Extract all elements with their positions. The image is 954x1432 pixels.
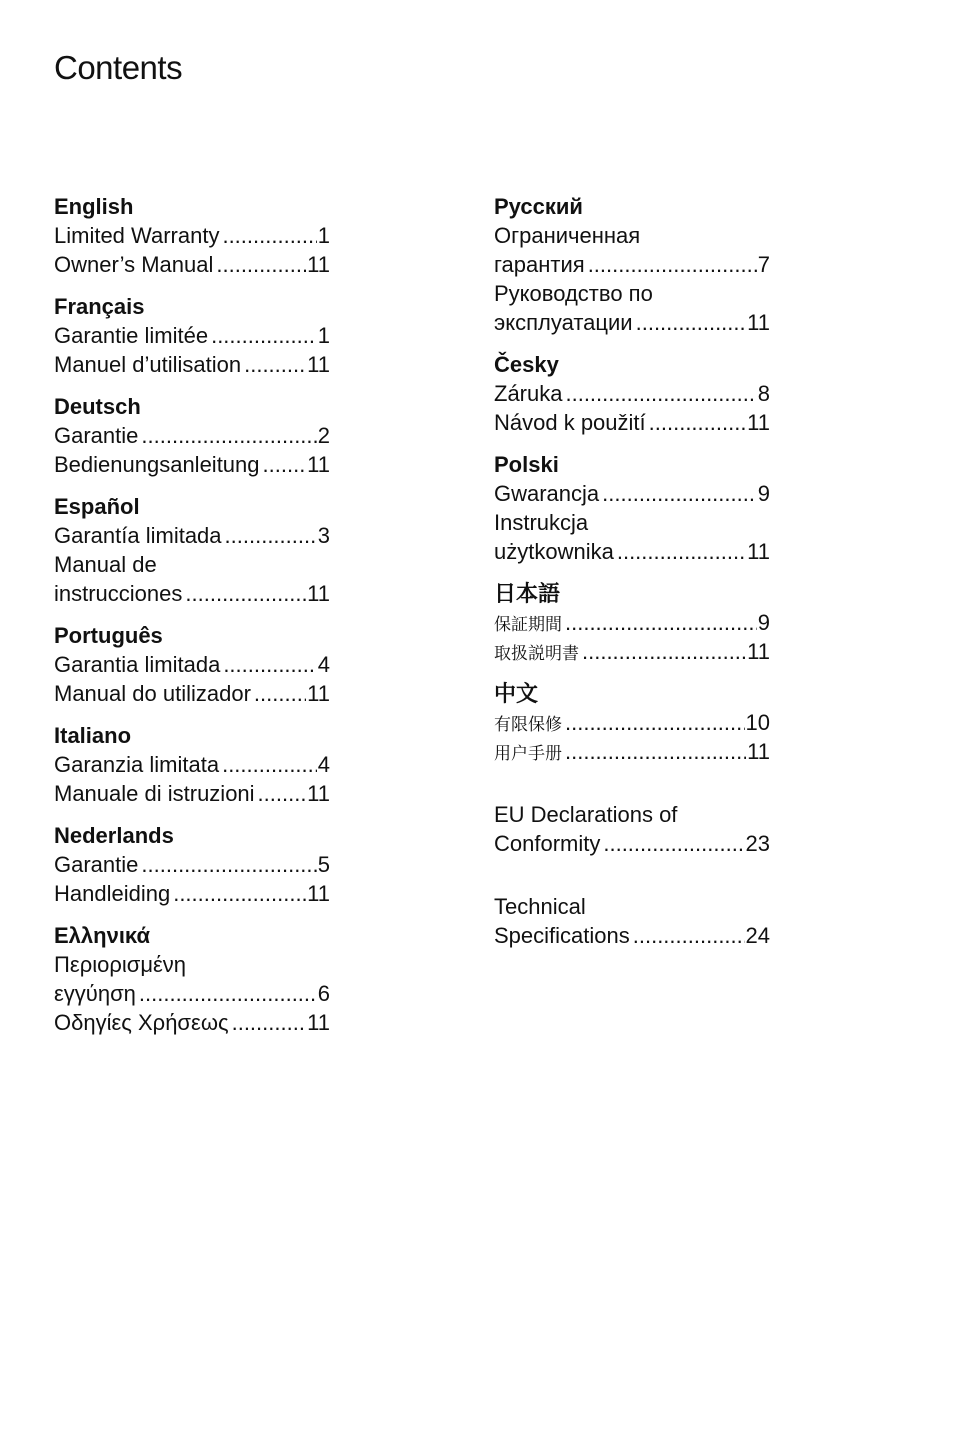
entry-label: гарантия: [494, 252, 585, 277]
toc-entry[interactable]: [54, 879, 330, 908]
page-number: 11: [307, 581, 330, 606]
toc-entry[interactable]: [494, 479, 770, 508]
section-heading: Português: [54, 623, 163, 648]
dot-leader: [603, 829, 744, 858]
toc-section: [494, 450, 770, 566]
entry-label: Garanzia limitata: [54, 752, 220, 777]
toc-entry[interactable]: [54, 679, 330, 708]
dot-leader: [141, 850, 316, 879]
toc-section: [494, 679, 770, 766]
toc-section: [54, 921, 330, 1037]
toc-entry[interactable]: [494, 737, 770, 766]
dot-leader: [223, 650, 316, 679]
entry-label: Manuel d’utilisation: [54, 352, 242, 377]
page-title: Contents: [54, 49, 183, 86]
dot-leader: [216, 250, 306, 279]
dot-leader: [141, 421, 316, 450]
entry-label: Specifications: [494, 923, 630, 948]
entry-label: Návod k použití: [494, 410, 646, 435]
toc-section: [54, 721, 330, 808]
entry-label: Garantie: [54, 852, 139, 877]
entry-label: Gwarancja: [494, 481, 600, 506]
toc-entry[interactable]: [54, 450, 330, 479]
toc-entry[interactable]: [54, 750, 330, 779]
entry-label: Bedienungsanleitung: [54, 452, 260, 477]
dot-leader: [232, 1008, 307, 1037]
toc-entry[interactable]: [494, 892, 770, 950]
toc-section: [54, 821, 330, 908]
dot-leader: [139, 979, 317, 1008]
toc-section: [494, 192, 770, 337]
toc-entry[interactable]: [54, 550, 330, 608]
entry-label-first-line: Technical: [494, 894, 586, 919]
toc-section: [54, 292, 330, 379]
toc-entry[interactable]: [494, 408, 770, 437]
entry-label: Garantia limitada: [54, 652, 221, 677]
page-number: 11: [747, 539, 770, 564]
dot-leader: [254, 679, 306, 708]
entry-label: Manuale di istruzioni: [54, 781, 255, 806]
toc-entry[interactable]: [54, 521, 330, 550]
entry-label: эксплуатации: [494, 310, 633, 335]
toc-section: [494, 800, 770, 858]
entry-label: 保証期間: [494, 615, 562, 634]
dot-leader: [649, 408, 747, 437]
entry-label-first-line: Руководство по: [494, 281, 653, 306]
section-heading: Deutsch: [54, 394, 141, 419]
page-number: 11: [307, 681, 330, 706]
page-number: 11: [307, 252, 330, 277]
entry-label: Garantie limitée: [54, 323, 209, 348]
toc-entry[interactable]: [54, 250, 330, 279]
dot-leader: [582, 637, 746, 666]
entry-label: Handleiding: [54, 881, 171, 906]
dot-leader: [602, 479, 757, 508]
entry-label-first-line: EU Declarations of: [494, 802, 678, 827]
page-number: 1: [317, 323, 330, 348]
dot-leader: [222, 221, 316, 250]
toc-right-column: [494, 192, 770, 963]
toc-entry[interactable]: [54, 321, 330, 350]
toc-left-column: [54, 192, 330, 1050]
entry-label: Garantía limitada: [54, 523, 222, 548]
entry-label: Manual do utilizador: [54, 681, 251, 706]
dot-leader: [565, 737, 746, 766]
toc-entry[interactable]: [494, 379, 770, 408]
section-heading: Русский: [494, 194, 583, 219]
dot-leader: [211, 321, 317, 350]
section-heading: Italiano: [54, 723, 132, 748]
dot-leader: [565, 608, 757, 637]
toc-entry[interactable]: [494, 708, 770, 737]
dot-leader: [222, 750, 317, 779]
page-number: 6: [317, 981, 330, 1006]
dot-leader: [588, 250, 757, 279]
dot-leader: [617, 537, 746, 566]
dot-leader: [565, 708, 745, 737]
entry-label: Owner’s Manual: [54, 252, 214, 277]
dot-leader: [633, 921, 745, 950]
dot-leader: [244, 350, 306, 379]
page-number: 11: [307, 1010, 330, 1035]
toc-section: [494, 579, 770, 666]
toc-entry[interactable]: [494, 221, 770, 279]
toc-section: [54, 492, 330, 608]
page-number: 10: [745, 710, 770, 735]
toc-entry[interactable]: [54, 779, 330, 808]
entry-label-first-line: Manual de: [54, 552, 157, 577]
page-number: 11: [307, 881, 330, 906]
toc-entry[interactable]: [494, 279, 770, 337]
toc-entry[interactable]: [54, 350, 330, 379]
page-number: 3: [317, 523, 330, 548]
page-number: 11: [307, 452, 330, 477]
toc-section: [54, 392, 330, 479]
page-number: 11: [747, 739, 770, 764]
section-heading: Nederlands: [54, 823, 174, 848]
toc-entry[interactable]: [494, 508, 770, 566]
entry-label: Limited Warranty: [54, 223, 220, 248]
section-heading: Ελληνικά: [54, 923, 150, 948]
page-number: 11: [307, 781, 330, 806]
page-number: 8: [757, 381, 770, 406]
entry-label: Conformity: [494, 831, 601, 856]
section-heading: English: [54, 194, 134, 219]
toc-section: [494, 892, 770, 950]
toc-entry[interactable]: [494, 800, 770, 858]
section-heading: 中文: [494, 681, 539, 706]
section-heading: Polski: [494, 452, 559, 477]
entry-label: Οδηγίες Χρήσεως: [54, 1010, 229, 1035]
dot-leader: [263, 450, 307, 479]
toc-entry[interactable]: [494, 637, 770, 666]
toc-entry[interactable]: [54, 421, 330, 450]
entry-label: 取扱説明書: [494, 644, 579, 663]
entry-label: Garantie: [54, 423, 139, 448]
toc-entry[interactable]: [54, 1008, 330, 1037]
toc-section: [54, 192, 330, 279]
entry-label-first-line: Ограниченная: [494, 223, 641, 248]
entry-label: εγγύηση: [54, 981, 136, 1006]
toc-section: [494, 350, 770, 437]
dot-leader: [185, 579, 306, 608]
toc-entry[interactable]: [54, 950, 330, 1008]
page-number: 5: [317, 852, 330, 877]
page-number: 4: [317, 752, 330, 777]
toc-entry[interactable]: [494, 608, 770, 637]
page-number: 11: [747, 310, 770, 335]
page-number: 9: [757, 610, 770, 635]
entry-label: 用户手册: [494, 744, 562, 763]
dot-leader: [565, 379, 756, 408]
page-number: 7: [757, 252, 770, 277]
page-number: 4: [317, 652, 330, 677]
dot-leader: [225, 521, 317, 550]
page-number: 9: [757, 481, 770, 506]
section-heading: Français: [54, 294, 145, 319]
entry-label: Záruka: [494, 381, 563, 406]
dot-leader: [173, 879, 306, 908]
dot-leader: [636, 308, 747, 337]
entry-label: 有限保修: [494, 715, 562, 734]
page-number: 1: [317, 223, 330, 248]
toc-entry[interactable]: [54, 850, 330, 879]
page-number: 11: [747, 639, 770, 664]
entry-label: instrucciones: [54, 581, 183, 606]
page-number: 11: [747, 410, 770, 435]
entry-label-first-line: Περιορισμένη: [54, 952, 187, 977]
dot-leader: [258, 779, 307, 808]
toc-entry[interactable]: [54, 650, 330, 679]
page-number: 24: [745, 923, 770, 948]
section-heading: Español: [54, 494, 140, 519]
page-number: 2: [317, 423, 330, 448]
entry-label: użytkownika: [494, 539, 614, 564]
toc-section: [54, 621, 330, 708]
entry-label-first-line: Instrukcja: [494, 510, 589, 535]
toc-entry[interactable]: [54, 221, 330, 250]
section-heading: 日本語: [494, 581, 561, 606]
page-number: 11: [307, 352, 330, 377]
page-number: 23: [745, 831, 770, 856]
section-heading: Česky: [494, 352, 559, 377]
